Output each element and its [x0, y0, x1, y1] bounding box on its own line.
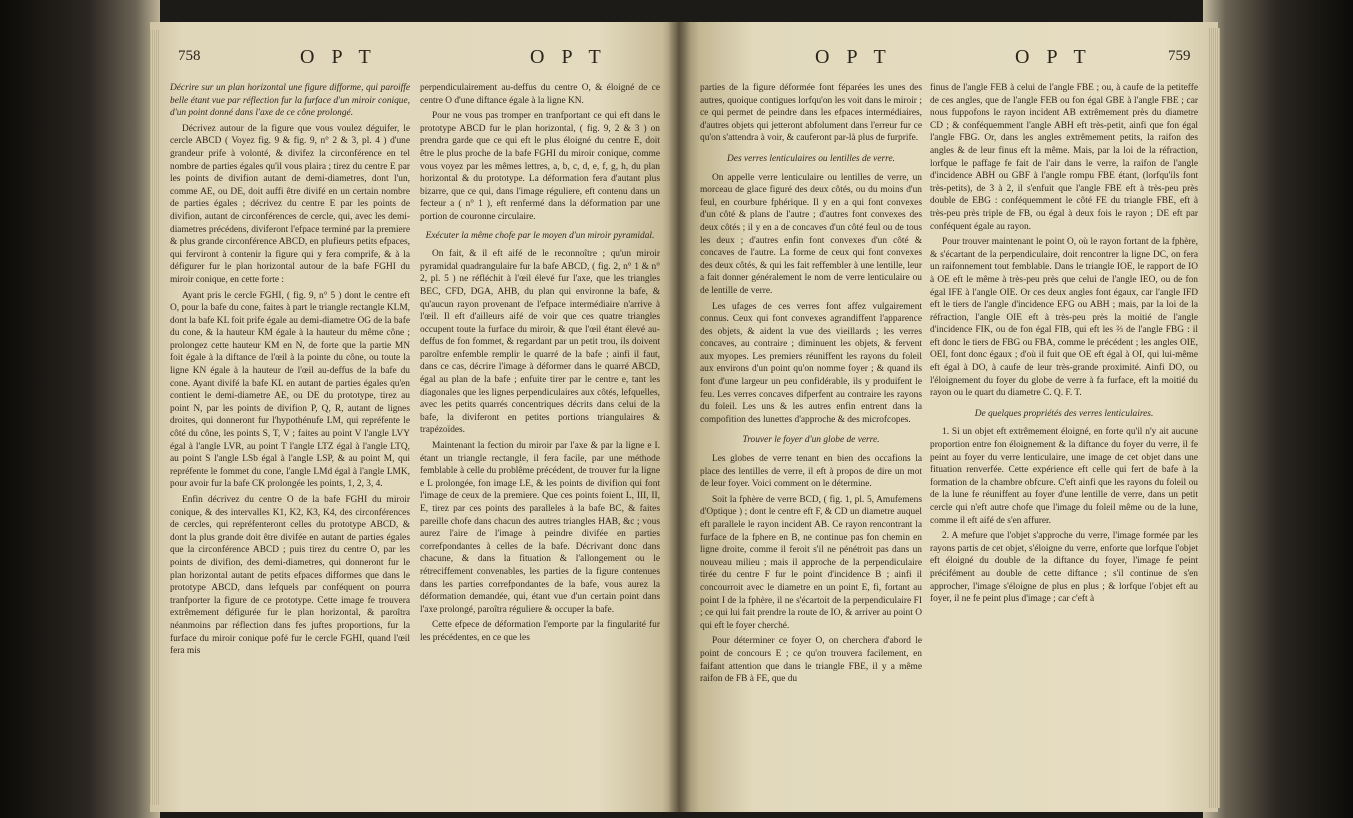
paragraph: 1. Si un objet eft extrêmement éloigné, en forte qu'il n'y ait aucune proportion entre fon éloignement & la diftance du foyer du verre, il fe peint au foyer du verre lenticulaire, une image de cet objet dans une fituation renverfée. Cette expérience eft celle qui fert de bafe à la formation de la chambre obfcure. C'eft ainfi que les rayons du foleil ou de la lune fe réuniffent au foyer d'une lentille de verre, dans un petit cercle qui n'eft autre chofe que l'image du foleil même ou de la lune, comme il eft aifé de s'en affurer.	[930, 427, 1198, 526]
paragraph: Les ufages de ces verres font affez vulgairement connus. Ceux qui font convexes agrandiffent l'apparence des objets, & aident la vue des vieillards ; les verres concaves, au contraire ; diminuent les objets, & fervent aux myopes. Les premiers réuniffent les rayons du foleil aux environs d'un point qu'on nomme foyer ; & quand ils font d'une largeur un peu confidérable, ils y produifent le feu. Les verres concaves difperfent au contraire les rayons du foleil. Les uns & les autres enfin entrent dans la compofition des lunettes d'approche & des microfcopes.	[700, 301, 922, 425]
paragraph: Pour déterminer ce foyer O, on cherchera d'abord le point de concours E ; ce qu'on trouvera facilement, en faifant attention que dans le triangle FBE, il y a même raifon de FB à FE, que du	[700, 636, 922, 685]
paragraph: Soit la fphère de verre BCD, ( fig. 1, pl. 5, Amufemens d'Optique ) ; dont le centre eft F, & CD un diametre auquel eft parallele le rayon incident AB. Ce rayon rencontrant la furface de la fphere en B, ne continue pas fon chemin en ligne droite, comme il feroit s'il ne pénétroit pas dans un nouveau milieu ; mais il approche de la perpendiculaire tirée du centre F fur le point d'incidence B ; ainfi il concourroit avec le diametre en un point E, fi, fortant au point I de la fphère, il ne s'écartoit de la perpendiculaire FI ; ce qui lui fait prendre la route de IO, & arriver au point O qui eft le foyer cherché.	[700, 494, 922, 631]
paragraph: Pour ne vous pas tromper en tranfportant ce qui eft dans le prototype ABCD fur le plan horizontal, ( fig. 9, 2 & 3 ) on prendra garde que ce qui eft le plus éloigné du centre E, doit être le plus proche de la bafe FGHI du miroir conique, comme vous voyez par les mêmes lettres, a, b, c, d, e, f, g, h, du plan horizontal & du prototype. La déformation fera d'autant plus bizarre, que ce qui, dans l'image réguliere, eft contenu dans un fecteur a ( n° 1 ), eft renfermé dans la déformation par une portion de couronne circulaire.	[420, 111, 660, 222]
paragraph: Enfin décrivez du centre O de la bafe FGHI du miroir conique, & des intervalles K1, K2, K3, K4, des circonférences de cercles, qui repréfenteront celles du prototype ABCD, & dont la plus grande doit être divifée en autant de parties égales que la circonférence ABCD ; puis tirez du centre O, par les points de divifion, des demi-diametres, qui donneront fur le plan horizontal autant de petits efpaces difformes que dans le prototype ABCD, dans lefquels par conféquent on pourra tranfporter la figure de ce prototype. Cette image fe trouvera extrêmement défigurée fur le plan horizontal, & paroîtra néanmoins par réflection dans fes juftes proportions, fur la furface du miroir conique pofé fur le cercle FGHI, quand l'œil fera mis	[170, 495, 410, 657]
book-binding-right	[1203, 0, 1353, 818]
left-page-edges	[150, 30, 160, 805]
left-column-2	[420, 82, 660, 802]
paragraph: Pour trouver maintenant le point O, où le rayon fortant de la fphère, & s'écartant de la perpendiculaire, doit rencontrer la ligne DC, on fera un raifonnement tout femblable. Dans le triangle IOE, le rapport de IO à OE eft le même à très-peu près que celui de l'angle IEO, ou de fon égal IFE à l'angle OIE. Or ces deux angles font égaux, car l'angle IFD eft le tiers de l'angle d'incidence EFG ou ABH ; mais, par la loi de la réfraction, l'angle OIE eft à très-peu près la moitié de l'angle d'incidence FIK, ou de fon égal FIB, qui eft les ⅔ de l'angle FBG : il eft donc le tiers de FBG ou FBA, comme le précédent ; les angles OIE, OEI, font donc égaux ; d'où il fuit que OE eft égal à OI, qui lui-même eft égal à DO, à caufe de leur très-grande proximité. Ainfi DO, ou l'éloignement du foyer du globe de verre à fa furface, eft la moitié du rayon ou le quart du diametre C. Q. F. T.	[930, 237, 1198, 399]
left-header-left: O P T	[300, 46, 377, 68]
left-page-number: 758	[178, 48, 201, 64]
section-heading: Exécuter la même chofe par le moyen d'un miroir pyramidal.	[425, 230, 655, 241]
section-heading: Des verres lenticulaires ou lentilles de verre.	[727, 153, 895, 164]
paragraph: perpendiculairement au-deffus du centre O, & éloigné de ce centre O d'une diftance égale à la ligne KN.	[420, 83, 660, 106]
book-binding-left	[0, 0, 160, 818]
left-header-right: O P T	[530, 46, 607, 68]
left-column-1	[170, 82, 410, 802]
right-header-right: O P T	[1015, 46, 1092, 68]
section-heading: De quelques propriétés des verres lenticulaires.	[974, 408, 1154, 419]
section-heading: Trouver le foyer d'un globe de verre.	[742, 435, 880, 446]
problem-statement: Décrire sur un plan horizontal une figure difforme, qui paroiffe belle étant vue par réflection fur la furface d'un miroir conique, d'un point donné dans l'axe de ce cône prolongé.	[170, 83, 410, 119]
right-page-number: 759	[1168, 48, 1191, 64]
paragraph: On appelle verre lenticulaire ou lentilles de verre, un morceau de glace figuré des deux côtés, ou du moins d'un feul, en courbure fphérique. Il y en a qui font convexes d'un côté & plans de l'autre ; d'autres font convexes des deux côtés ; il y en a de concaves d'un côté feul ou de tous les deux ; d'autres enfin font convexes d'un côté & concaves de l'autre. La forme de ceux qui font convexes des deux côtés, & qui les fait reffembler à une lentille, leur a fait donner généralement le nom de verre lenticulaire ou de lentille de verre.	[700, 172, 922, 296]
paragraph: Ayant pris le cercle FGHI, ( fig. 9, n° 5 ) dont le centre eft O, pour la bafe du cone, faites à part le triangle rectangle KLM, dont la bafe KL foit prife égale au demi-diametre OG de la bafe du cone, & la hauteur KM égale à la hauteur du même cône ; prolongez cette hauteur KM en N, de forte que la partie MN foit égale à la diftance de l'œil à la pointe du cône, ou toute la ligne KN égale à la hauteur de l'œil au-deffus de la bafe du cone. Ayant divifé la bafe KL en autant de parties égales qu'en contient le demi-diametre AE, ou DE du prototype, tirez au point N, par les points de divifion P, Q, R, autant de lignes droites, qui donneront fur l'hypothénufe LM, qui repréfente le côté du cône, les points S, T, V ; faites au point V l'angle LVY égal à l'angle LVR, au point T l'angle LTZ égal à l'angle LTQ, au point S l'angle LSb égal à l'angle LSP, & au point M, qui repréfente le fommet du cone, l'angle LMd égal à l'angle LMK, pour avoir fur la bafe CK prolongée les points, 1, 2, 3, 4.	[170, 290, 410, 490]
right-column-1	[700, 82, 922, 802]
paragraph: 2. A mefure que l'objet s'approche du verre, l'image formée par les rayons partis de cet objet, s'éloigne du verre, enforte que lorfque l'objet eft éloigné du double de la diftance du foyer, l'image fe peint précifément au double de cette diftance ; s'il continue de s'en approcher, l'image s'éloigne de plus en plus ; & lorfque l'objet eft au foyer, il ne fe peint plus d'image ; car c'eft à	[930, 531, 1198, 605]
right-header-left: O P T	[815, 46, 892, 68]
right-page-edges	[1208, 28, 1220, 808]
right-column-2	[930, 82, 1198, 802]
paragraph: Décrivez autour de la figure que vous voulez déguifer, le cercle ABCD ( Voyez fig. 9 & fig. 9, n° 2 & 3, pl. 4 ) d'une grandeur prife à volonté, & divifez la circonférence en tel nombre de parties égales qu'il vous plaira ; tirez du centre E par les points de divifion autant de demi-diametres, dont l'un, comme AE, ou DE, doit auffi être divifé en un certain nombre de parties égales ; décrivez du centre E par les points de divifion, autant de circonférences de cercle, qui, avec les demi-diametres précédens, diviferont l'efpace terminé par la premiere & plus grande circonférence ABCD, en plufieurs petits efpaces, qui ferviront à contenir la figure qui y fera comprife, & à la défigurer fur le plan horizontal autour de la bafe FGHI du miroir conique, en cette forte :	[170, 123, 410, 285]
paragraph: Les globes de verre tenant en bien des occafions la place des lentilles de verre, il eft à propos de dire un mot de leur foyer. Voici comment on le détermine.	[700, 454, 922, 490]
paragraph: Cette efpece de déformation l'emporte par la fingularité fur les précédentes, en ce que les	[420, 620, 660, 643]
paragraph: Maintenant la fection du miroir par l'axe & par la ligne e I. étant un triangle rectangle, il fera facile, par une méthode femblable à celle du problême précédent, de trouver fur la ligne e L prolongée, fon image LE, & les points de divifion qui font l'image de ceux de la premiere. Que ces points foient L, III, II, E, tirez par ces points des paralleles à la bafe BC, & faites pareille chofe dans chacun des autres triangles HAB, &c ; vous aurez l'aire de l'image à peindre divifée en parties correfpondantes à celles de la bafe. Décrivant donc dans chacune, & dans la fituation & l'allongement ou le rétreciffement convenables, les parties de la figure contenues dans les parties correfpondantes de la bafe, vous aurez la déformation demandée, qui, étant vue d'un certain point dans l'axe prolongé, paroîtra réguliere & occuper la bafe.	[420, 441, 660, 615]
paragraph: On fait, & il eft aifé de le reconnoître ; qu'un miroir pyramidal quadrangulaire fur la bafe ABCD, ( fig. 2, n° 1 & n° 2, pl. 5 ) ne réfléchit à l'œil élevé fur l'axe, que les triangles BEC, CFD, DGA, AHB, du plan qui environne la bafe, & qu'aucun rayon provenant de l'efpace intermédiaire n'arrive à l'œil. Il eft d'ailleurs aifé de voir que ces quatre triangles occupent toute la furface du miroir, & que l'œil étant élevé au-deffus de fon fommet, & regardant par un petit trou, ils doivent paroître enfemble remplir le quarré de la bafe ; ainfi il faut, dans ce cas, décrire l'image à déformer dans le quarré ABCD, égal au plan de la bafe ; enfuite tirer par le centre e, tant les diagonales que les lignes perpendiculaires aux côtés, lefquelles, avec les petits quarrés concentriques décrits dans celui de la bafe, la diviferont en petites portions triangulaires & trapézoïdes.	[420, 249, 660, 436]
paragraph: finus de l'angle FEB à celui de l'angle FBE ; ou, à caufe de la petiteffe de ces angles, que de l'angle FEB ou fon égal GBE à l'angle FBE ; car nous fuppofons le rayon incident AB extrêmement près du diametre CD ; & conféquemment l'angle ABH eft très-petit, ainfi que fon égal l'angle FBG. Or, dans les angles extrêmement petits, la raifon des angles & de leur finus eft la même. Mais, par la loi de la réfraction, lorfque le paffage fe fait de l'air dans le verre, la raifon de l'angle d'incidence ABH ou GBF à l'angle rompu FBE étant, (lorfqu'ils font très-petits), de 3 à 2, il s'enfuit que l'angle FBE eft à très-peu près double de EBG : conféquemment le côté FE du triangle FBE, eft à très-peu près triple de FB, ou égal à deux fois le rayon ; DE eft par conféquent égale au rayon.	[930, 83, 1198, 232]
book-gutter	[668, 22, 690, 812]
paragraph: parties de la figure déformée font féparées les unes des autres, quoique contigues lorfqu'on les voit dans le miroir ; ce qui permet de peindre dans les efpaces intermédiaires, d'autres objets qui jetteront abfolument dans l'erreur fur ce qu'on s'attendra à voir, & cauferont par-là plus de furprife.	[700, 83, 922, 144]
